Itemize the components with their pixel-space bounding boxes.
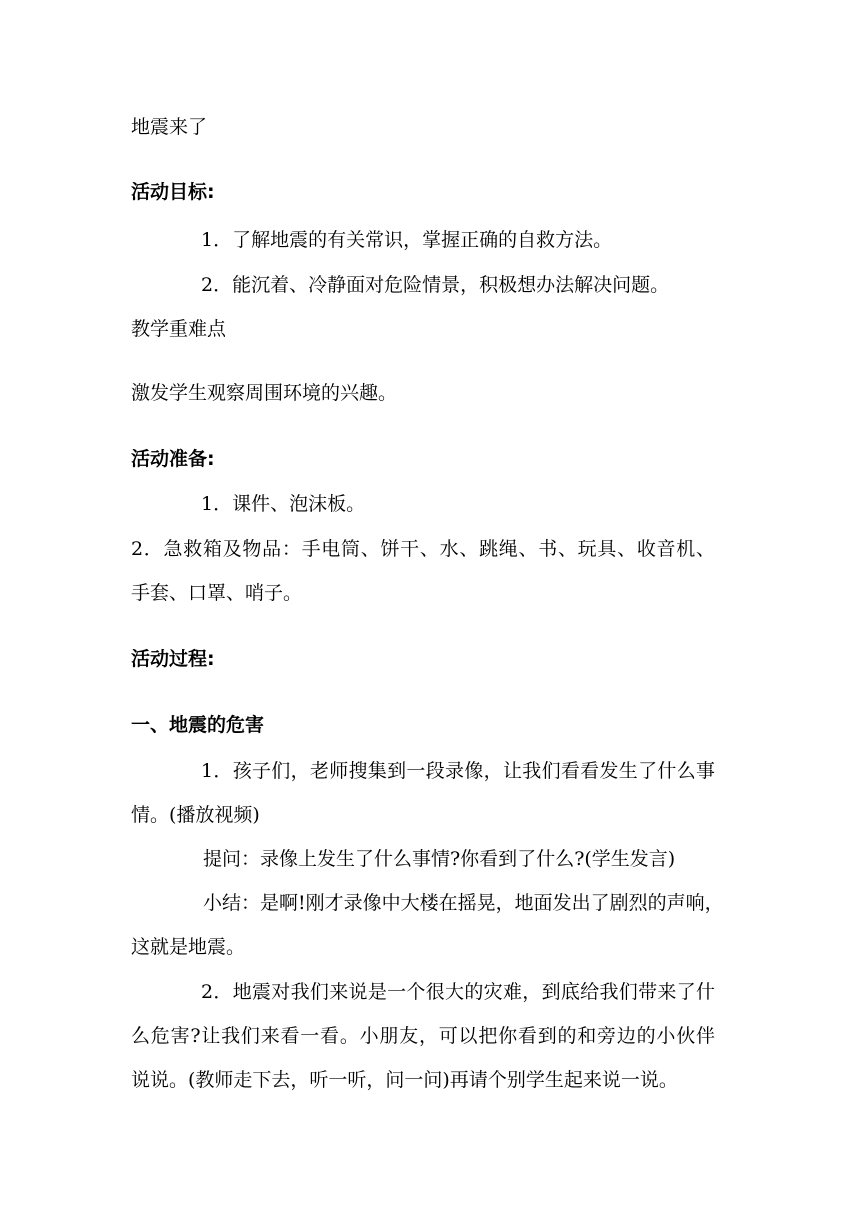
step-1-line-1: 1．孩子们，老师搜集到一段录像，让我们看看发生了什么事 [201,760,715,782]
step-2-line-3: 说说。(教师走下去，听一听，问一问)再请个别学生起来说一说。 [131,1069,678,1091]
key-points-text: 激发学生观察周围环境的兴趣。 [131,382,398,404]
prep-heading: 活动准备: [131,448,215,470]
step-1-line-2: 情。(播放视频) [131,804,260,826]
summary-line-2: 这就是地震。 [131,936,246,958]
goals-heading: 活动目标: [131,181,215,203]
summary-line-1: 小结：是啊!刚才录像中大楼在摇晃，地面发出了剧烈的声响， [203,892,724,914]
goal-item-2: 2．能沉着、冷静面对危险情景，积极想办法解决问题。 [201,274,670,296]
prep-item-2-line-2: 手套、口罩、哨子。 [131,582,303,604]
step-2-line-2: 么危害?让我们来看一看。小朋友，可以把你看到的和旁边的小伙伴 [131,1025,715,1047]
prep-item-1: 1．课件、泡沫板。 [201,493,366,515]
prep-item-2-line-1: 2．急救箱及物品：手电筒、饼干、水、跳绳、书、玩具、收音机、 [131,538,715,560]
process-heading: 活动过程: [131,648,215,670]
document-title: 地震来了 [131,116,208,138]
section-1-heading: 一、地震的危害 [131,714,265,736]
step-2-line-1: 2．地震对我们来说是一个很大的灾难，到底给我们带来了什 [201,981,715,1003]
key-points-heading: 教学重难点 [131,318,227,340]
question-text: 提问：录像上发生了什么事情?你看到了什么?(学生发言) [203,848,676,870]
goal-item-1: 1．了解地震的有关常识，掌握正确的自救方法。 [201,229,613,251]
